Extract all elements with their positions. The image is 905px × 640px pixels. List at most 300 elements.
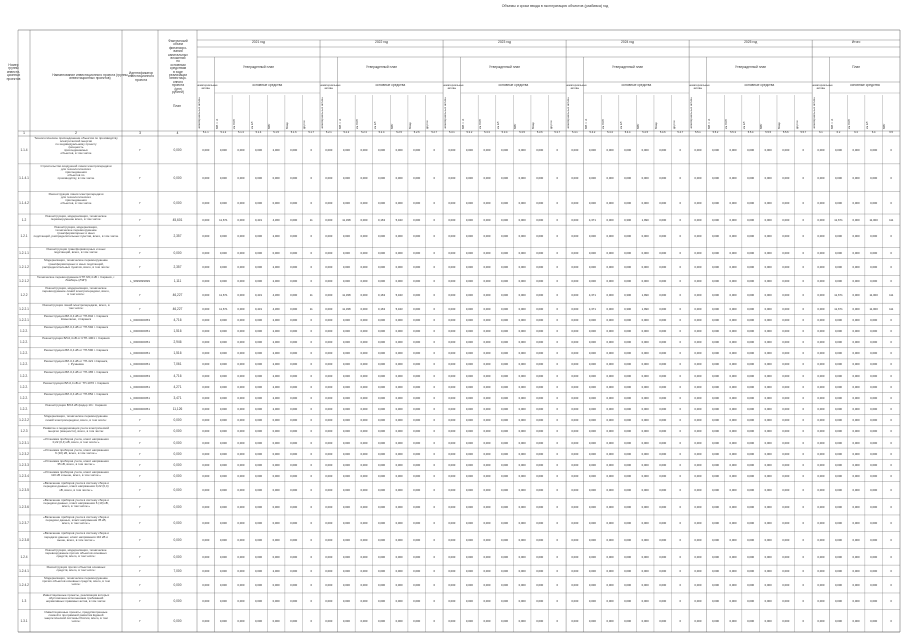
- row-value: 0,000: [711, 234, 719, 239]
- row-value: 0,000: [817, 407, 825, 412]
- row-value: 0,000: [694, 451, 702, 456]
- row-value: 0: [679, 429, 682, 434]
- row-value: 111: [889, 306, 894, 311]
- row-name: Реконструкция ВЛ-0,4 кВ от ТП-590 г. Саранск: [43, 347, 109, 352]
- row-value: 0,000: [342, 568, 350, 573]
- row-id: Г: [139, 618, 141, 623]
- row-value: 0: [556, 395, 559, 400]
- row-value: 0,000: [659, 418, 667, 423]
- row-value: 0,000: [588, 317, 596, 322]
- row-value: 0,000: [448, 538, 456, 543]
- row-capex: 2,357: [173, 234, 182, 239]
- row-value: 0,000: [536, 317, 544, 322]
- row-id: L_0000000051: [129, 384, 151, 389]
- year-header: 2021 год: [251, 40, 266, 44]
- row-value: 0,000: [413, 317, 421, 322]
- row-value: 0,000: [729, 384, 737, 389]
- row-value: 0: [433, 234, 436, 239]
- row-value: 0,000: [694, 407, 702, 412]
- row-value: 0: [802, 429, 805, 434]
- row-value: 0,000: [817, 373, 825, 378]
- row-value: 0,000: [237, 618, 245, 623]
- year-header: 2022 год: [374, 40, 389, 44]
- unit-vertical-label: км ЛЭП: [601, 119, 606, 129]
- row-value: 0,000: [764, 306, 772, 311]
- row-capex: 0,000: [173, 429, 182, 434]
- row-name: Реконструкция ВЛ-0,4 кВ от КТП-1001 г. Саранск: [42, 336, 110, 341]
- row-code: 1.2.3.7: [19, 521, 29, 526]
- row-value: 0,000: [465, 568, 473, 573]
- row-value: 0,000: [711, 418, 719, 423]
- row-value: 0,000: [483, 582, 491, 587]
- row-value: 0,000: [852, 384, 860, 389]
- unit-vertical-label: МВт: [267, 123, 272, 129]
- col-number: 5.3.2: [466, 131, 473, 134]
- row-name: Развитие и модернизация учета электрической энергии (мощности), всего, в том числе:: [42, 425, 110, 433]
- row-value: 0,000: [659, 351, 667, 356]
- unit-vertical-label: нематериальные активы: [566, 96, 571, 129]
- row-value: 0,000: [764, 429, 772, 434]
- row-value: 0,000: [659, 264, 667, 269]
- row-value: 0,000: [729, 618, 737, 623]
- row-value: 0,000: [395, 384, 403, 389]
- row-value: 0,000: [483, 175, 491, 180]
- row-value: 0: [556, 329, 559, 334]
- row-value: 0,000: [659, 407, 667, 412]
- row-value: 0,000: [747, 200, 755, 205]
- row-value: 0,000: [237, 147, 245, 152]
- row-id: Г: [139, 147, 141, 152]
- row-id: L_0000000051: [129, 329, 151, 334]
- row-value: 0,000: [659, 317, 667, 322]
- row-value: 0,000: [536, 618, 544, 623]
- row-value: 0,000: [518, 351, 526, 356]
- unit-vertical-label: км КЛ: [618, 121, 623, 129]
- row-value: 0,000: [571, 251, 579, 256]
- row-value: 0,000: [483, 451, 491, 456]
- row-value: 0,000: [747, 462, 755, 467]
- row-value: 0: [802, 175, 805, 180]
- row-value: 0,000: [237, 418, 245, 423]
- row-value: 0: [556, 264, 559, 269]
- row-value: 0,000: [518, 429, 526, 434]
- row-value: 0,000: [518, 175, 526, 180]
- row-value: 0,000: [852, 487, 860, 492]
- row-value: 0,000: [465, 538, 473, 543]
- row-value: 0,000: [465, 384, 473, 389]
- row-value: 0: [556, 306, 559, 311]
- row-value: 0,000: [342, 451, 350, 456]
- row-value: 0,000: [413, 175, 421, 180]
- row-value: 0,000: [290, 504, 298, 509]
- row-value: 0,000: [448, 264, 456, 269]
- row-value: 0,000: [255, 418, 262, 423]
- row-value: 0,000: [659, 429, 667, 434]
- unit-vertical-label: Мвар: [407, 122, 412, 129]
- row-name: «Включение приборов учета в систему сбора и передачи данных, класс напряжения 0,22 (0,4) кВ, всего, в том числе:»: [43, 481, 109, 492]
- row-value: 0,000: [360, 504, 368, 509]
- row-value: 0,000: [711, 429, 719, 434]
- row-value: 0,000: [624, 407, 632, 412]
- row-id: Г: [139, 251, 141, 256]
- row-value: 0: [679, 504, 682, 509]
- row-value: 0,000: [536, 292, 544, 297]
- row-value: 0,000: [237, 407, 245, 412]
- row-value: 0,000: [782, 278, 790, 283]
- row-value: 0,000: [606, 618, 614, 623]
- row-value: 0,000: [290, 462, 298, 467]
- row-value: 0,000: [571, 373, 579, 378]
- row-value: 0,000: [255, 175, 262, 180]
- col-number: 5.3.5: [519, 131, 526, 134]
- row-value: 0,000: [729, 317, 737, 322]
- row-value: 0,000: [378, 373, 386, 378]
- row-value: 0,000: [518, 384, 526, 389]
- row-value: 0,000: [624, 395, 632, 400]
- row-value: 0,000: [342, 554, 350, 559]
- row-value: 0,000: [729, 487, 737, 492]
- col-number: 5.2.4: [378, 131, 385, 134]
- row-value: 0,000: [202, 451, 210, 456]
- row-value: 0,000: [764, 373, 772, 378]
- row-value: 0,000: [782, 487, 790, 492]
- row-value: 0,000: [852, 554, 860, 559]
- row-value: 0,000: [852, 568, 860, 573]
- row-value: 0,000: [272, 521, 280, 526]
- row-value: 0: [802, 340, 805, 345]
- row-value: 11: [309, 306, 313, 311]
- row-value: 0: [310, 351, 312, 356]
- row-value: 0,000: [729, 473, 737, 478]
- row-value: 0,000: [237, 292, 245, 297]
- col-number: 4: [176, 131, 179, 135]
- row-value: 0,000: [588, 395, 596, 400]
- row-value: 0,000: [448, 618, 456, 623]
- row-value: 0,000: [378, 568, 386, 573]
- row-value: 0,000: [571, 395, 579, 400]
- unit-vertical-label: нематериальные активы: [443, 96, 448, 129]
- row-value: 0,000: [729, 340, 737, 345]
- row-value: 0,000: [272, 429, 280, 434]
- row-value: 0: [802, 568, 805, 573]
- row-capex: 0,000: [173, 618, 182, 623]
- row-value: 0,000: [834, 554, 842, 559]
- row-value: 0,000: [465, 407, 473, 412]
- row-value: 0,000: [641, 473, 649, 478]
- row-value: 0,000: [764, 147, 772, 152]
- sub-header-a: нематериальные активы: [197, 84, 218, 90]
- row-value: 0: [556, 340, 559, 345]
- row-value: 0,000: [834, 278, 842, 283]
- row-value: 0,000: [782, 217, 790, 222]
- row-value: 0,000: [624, 521, 632, 526]
- col-number: 6.1: [819, 131, 823, 134]
- unit-vertical-label: другое: [671, 120, 676, 129]
- row-value: 0,000: [395, 147, 403, 152]
- row-value: 11,338: [342, 292, 351, 297]
- row-value: 0,000: [255, 599, 262, 604]
- row-value: 0,000: [852, 538, 860, 543]
- row-value: 0,000: [624, 429, 632, 434]
- row-value: 0,000: [290, 373, 298, 378]
- row-value: 0,000: [606, 175, 614, 180]
- row-value: 0,000: [659, 340, 667, 345]
- row-value: 0: [310, 251, 312, 256]
- row-value: 0,000: [342, 440, 350, 445]
- row-value: 0,000: [606, 487, 614, 492]
- row-value: 0,000: [624, 473, 632, 478]
- row-value: 0,000: [378, 395, 386, 400]
- row-value: 0,000: [571, 340, 579, 345]
- row-value: 0,000: [413, 306, 421, 311]
- row-value: 0: [556, 473, 559, 478]
- row-value: 0,000: [711, 351, 719, 356]
- row-value: 0,000: [342, 429, 350, 434]
- row-value: 0,000: [395, 407, 403, 412]
- row-value: 0,000: [782, 504, 790, 509]
- row-value: 0,000: [448, 504, 456, 509]
- row-value: 0,000: [782, 292, 790, 297]
- row-code: 1.2.1.1: [19, 251, 29, 256]
- row-value: 0,000: [852, 217, 860, 222]
- row-value: 0: [433, 462, 436, 467]
- row-value: 0,000: [852, 317, 860, 322]
- row-value: 0,000: [255, 504, 262, 509]
- row-value: 0,000: [237, 451, 245, 456]
- row-value: 0: [556, 554, 559, 559]
- row-value: 0: [890, 440, 892, 445]
- row-value: 0,000: [870, 317, 878, 322]
- row-value: 0,000: [413, 440, 421, 445]
- plan-type-header: Утвержденный план: [612, 65, 644, 69]
- row-value: 0,000: [465, 554, 473, 559]
- row-value: 0,000: [870, 568, 878, 573]
- row-value: 0,000: [255, 278, 262, 283]
- row-value: 0,000: [501, 504, 509, 509]
- row-value: 0,000: [465, 473, 473, 478]
- row-value: 0,000: [325, 407, 333, 412]
- row-value: 0: [556, 429, 559, 434]
- row-code: 1.2.2.: [20, 373, 28, 378]
- row-value: 0,000: [272, 599, 280, 604]
- row-value: 0,000: [465, 251, 473, 256]
- row-value: 0,000: [694, 251, 702, 256]
- row-value: 0,000: [641, 618, 649, 623]
- row-value: 0,000: [588, 462, 596, 467]
- row-value: 0: [556, 373, 559, 378]
- row-value: 0,000: [624, 234, 632, 239]
- row-value: 0,000: [255, 451, 262, 456]
- row-value: 0: [802, 538, 805, 543]
- row-value: 0,000: [378, 538, 386, 543]
- col-number: 5.4.3: [607, 131, 613, 134]
- row-value: 0,000: [624, 538, 632, 543]
- row-value: 0,000: [852, 292, 860, 297]
- row-value: 0,000: [395, 418, 403, 423]
- row-value: 0,000: [641, 147, 649, 152]
- row-value: 0,000: [641, 418, 649, 423]
- row-value: 0,000: [817, 278, 825, 283]
- row-value: 0,000: [360, 278, 368, 283]
- row-value: 0,000: [659, 582, 667, 587]
- row-value: 0: [802, 451, 805, 456]
- row-value: 0: [310, 362, 312, 367]
- row-value: 0,000: [694, 306, 702, 311]
- row-value: 0,000: [360, 462, 368, 467]
- row-value: 0: [310, 451, 312, 456]
- row-value: 0: [802, 473, 805, 478]
- row-value: 0,000: [711, 317, 719, 322]
- unit-vertical-label: МВт: [513, 123, 518, 129]
- col-number: 5.1.5: [273, 131, 279, 134]
- row-name: Реконструкция ВЛ-0,4 кВ от ТП-842 г. Саранск Ковылкино, г.Саранск: [43, 314, 109, 322]
- row-value: 0,000: [395, 554, 403, 559]
- col-number: 5.5.1: [694, 131, 701, 134]
- row-value: 0: [433, 384, 436, 389]
- row-value: 0,000: [782, 373, 790, 378]
- row-value: 0,000: [729, 554, 737, 559]
- row-value: 0,000: [711, 340, 719, 345]
- row-value: 0,000: [641, 340, 649, 345]
- row-value: 0: [802, 384, 805, 389]
- row-value: 0,000: [360, 521, 368, 526]
- row-id: Г: [139, 582, 141, 587]
- row-value: 0: [310, 429, 312, 434]
- row-value: 0: [556, 462, 559, 467]
- row-value: 0,000: [571, 568, 579, 573]
- row-value: 0,000: [659, 521, 667, 526]
- row-value: 0,000: [272, 418, 280, 423]
- row-value: 0,000: [624, 384, 632, 389]
- row-value: 0,000: [483, 217, 491, 222]
- row-value: 0,000: [852, 407, 860, 412]
- row-value: 0,000: [834, 264, 842, 269]
- row-value: 0: [890, 147, 892, 152]
- row-value: 0,000: [465, 504, 473, 509]
- row-value: 0,300: [624, 292, 632, 297]
- col-number: 5.2.6: [413, 131, 420, 134]
- row-value: 0,000: [255, 317, 262, 322]
- row-value: 0,000: [536, 306, 544, 311]
- row-value: 0,000: [588, 200, 596, 205]
- row-value: 0,000: [518, 487, 526, 492]
- row-value: 0,000: [413, 217, 421, 222]
- row-value: 0,000: [483, 418, 491, 423]
- row-value: 0,000: [465, 451, 473, 456]
- row-value: 0,000: [588, 384, 596, 389]
- row-code: 1.2.3.8: [19, 538, 29, 543]
- row-value: 0,000: [255, 407, 262, 412]
- row-value: 0,000: [764, 618, 772, 623]
- row-value: 0,000: [571, 504, 579, 509]
- row-value: 0,000: [325, 175, 333, 180]
- row-value: 0,000: [465, 362, 473, 367]
- row-value: 0,000: [694, 317, 702, 322]
- row-value: 0,000: [378, 473, 386, 478]
- row-value: 0,000: [448, 373, 456, 378]
- col-number: 5.4.4: [624, 131, 631, 134]
- row-value: 0: [433, 217, 436, 222]
- row-value: 0,000: [378, 351, 386, 356]
- row-value: 0: [679, 473, 682, 478]
- row-value: 2,000: [272, 373, 280, 378]
- row-value: 0,000: [448, 278, 456, 283]
- col-number: 5.3.7: [554, 131, 561, 134]
- row-value: 0,000: [834, 538, 842, 543]
- row-value: 0,000: [536, 418, 544, 423]
- row-value: 0,000: [360, 473, 368, 478]
- row-value: 0,000: [536, 538, 544, 543]
- row-value: 0,000: [817, 362, 825, 367]
- row-value: 0,000: [536, 462, 544, 467]
- row-value: 0,000: [588, 278, 596, 283]
- row-id: Г: [139, 292, 141, 297]
- unit-vertical-label: Мвар: [653, 122, 658, 129]
- row-value: 0,000: [834, 384, 842, 389]
- row-value: 0,000: [501, 538, 509, 543]
- row-value: 0,000: [782, 418, 790, 423]
- row-value: 0,000: [483, 384, 491, 389]
- row-value: 0,000: [817, 618, 825, 623]
- row-value: 0,000: [711, 407, 719, 412]
- col-number: 5.2.7: [431, 131, 438, 134]
- row-id: Г: [139, 504, 141, 509]
- row-value: 0,000: [606, 384, 614, 389]
- row-value: 0,000: [448, 217, 456, 222]
- row-value: 0,000: [342, 538, 350, 543]
- row-value: 0,000: [834, 200, 842, 205]
- row-value: 0,000: [536, 599, 544, 604]
- row-value: 0,000: [694, 554, 702, 559]
- row-value: 0: [433, 329, 436, 334]
- row-capex: 0,000: [173, 504, 182, 509]
- row-id: L_0000000053: [129, 373, 151, 378]
- row-value: 0,000: [501, 264, 509, 269]
- row-value: 0,000: [483, 362, 491, 367]
- row-value: 0,000: [711, 521, 719, 526]
- row-value: 0,000: [378, 618, 386, 623]
- row-id: Г: [139, 521, 141, 526]
- row-code: 1.2.2.: [20, 362, 28, 367]
- row-value: 0: [890, 407, 892, 412]
- row-value: 0,000: [378, 264, 386, 269]
- row-value: 0,000: [360, 618, 368, 623]
- row-value: 0,000: [483, 351, 491, 356]
- row-value: 2,000: [272, 384, 280, 389]
- row-value: 0,000: [817, 521, 825, 526]
- col-number: 5.4.1: [571, 131, 578, 134]
- row-value: 0,000: [483, 340, 491, 345]
- row-value: 0,000: [413, 618, 421, 623]
- row-value: 0,000: [219, 278, 227, 283]
- row-value: 0,000: [413, 521, 421, 526]
- col-number: 2: [75, 131, 77, 135]
- row-value: 0,000: [483, 440, 491, 445]
- row-value: 0,000: [342, 329, 350, 334]
- row-value: 0,000: [219, 147, 227, 152]
- row-value: 0: [890, 351, 892, 356]
- row-value: 0,000: [413, 362, 421, 367]
- row-value: 0,000: [413, 234, 421, 239]
- row-value: 0,000: [413, 487, 421, 492]
- row-value: 0,000: [342, 395, 350, 400]
- row-value: 0,000: [747, 599, 755, 604]
- row-value: 4,371: [588, 292, 596, 297]
- row-value: 0,000: [483, 317, 491, 322]
- row-value: 0: [310, 473, 312, 478]
- row-name: Реконструкция ВЛ-0,4 кВ от ТП-465 г. Саранск: [43, 369, 109, 374]
- row-value: 0: [310, 440, 312, 445]
